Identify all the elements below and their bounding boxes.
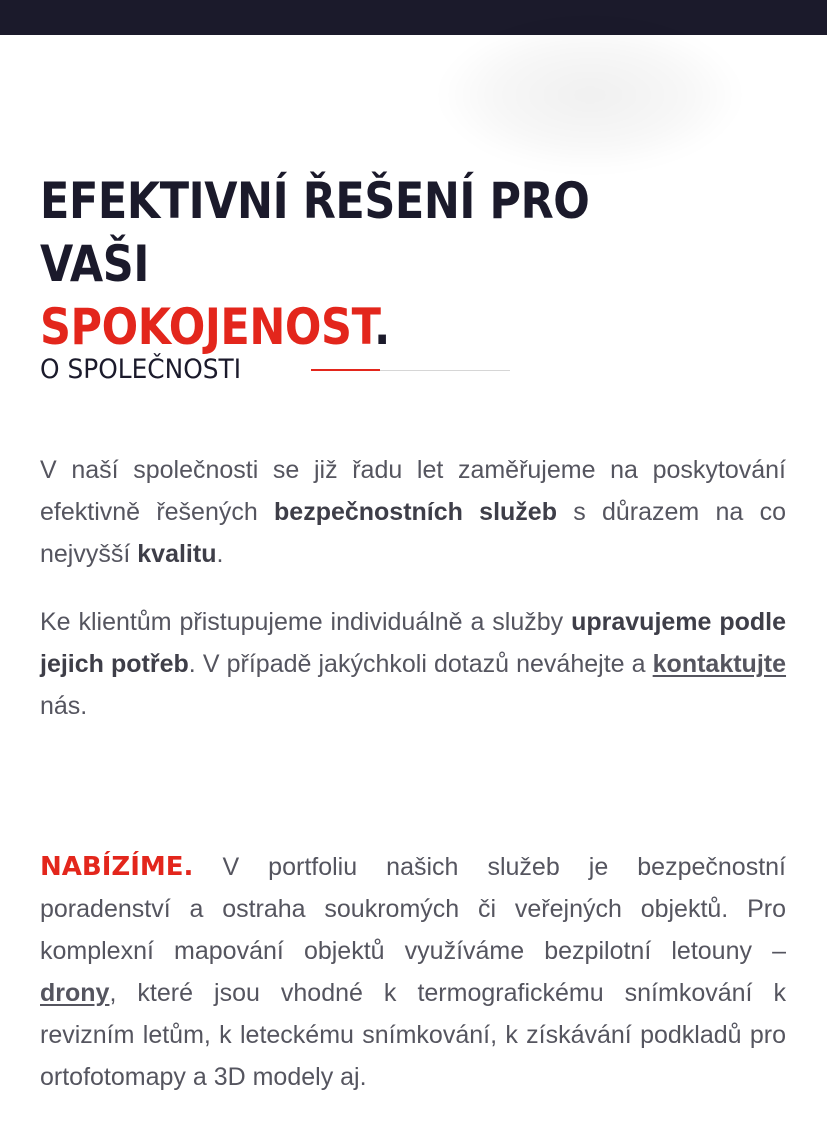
- background-shadow-decoration: [440, 20, 740, 170]
- text: V portfoliu našich služeb je bezpečnostní poradenství a ostraha soukromých či veřejných objektů. Pro komplexní mapování objektů využíváme bezpilotní letouny –: [40, 853, 786, 965]
- emphasis-tailored: upravujeme podle jejich potřeb: [40, 608, 787, 678]
- text: nás.: [40, 692, 88, 720]
- text: s důrazem na co nejvyšší: [40, 498, 786, 568]
- drones-link[interactable]: drony: [40, 979, 110, 1007]
- offer-paragraph: [40, 846, 786, 1098]
- about-heading: O SPOLEČNOSTI: [40, 354, 242, 385]
- emphasis-quality: kvalitu: [137, 540, 217, 568]
- heading-divider: [311, 369, 510, 371]
- text: V naší společnosti se již řadu let zaměřujeme na poskytování efektivně řešených: [40, 456, 786, 526]
- contact-link[interactable]: kontaktujte: [652, 650, 787, 678]
- hero-title-period: .: [373, 298, 390, 356]
- about-paragraph-2: [40, 601, 786, 727]
- top-bar: [0, 0, 827, 35]
- offer-lead: NABÍZÍME.: [40, 852, 194, 882]
- text: .: [216, 540, 224, 568]
- text: . V případě jakýchkoli dotazů neváhejte a: [188, 650, 653, 678]
- hero-title-line1: EFEKTIVNÍ ŘEŠENÍ PRO VAŠI: [40, 172, 590, 293]
- hero-title-accent: SPOKOJENOST: [40, 298, 374, 356]
- hero-title: [40, 170, 694, 359]
- about-paragraph-1: [40, 449, 786, 575]
- text: , které jsou vhodné k termografickému snímkování k revizním letům, k leteckému snímkování, k získávání podkladů pro ortofotomapy a 3D modely aj.: [40, 979, 786, 1091]
- text: Ke klientům přistupujeme individuálně a služby: [40, 608, 572, 636]
- divider-accent: [311, 369, 380, 371]
- emphasis-security-services: bezpečnostních služeb: [274, 498, 557, 526]
